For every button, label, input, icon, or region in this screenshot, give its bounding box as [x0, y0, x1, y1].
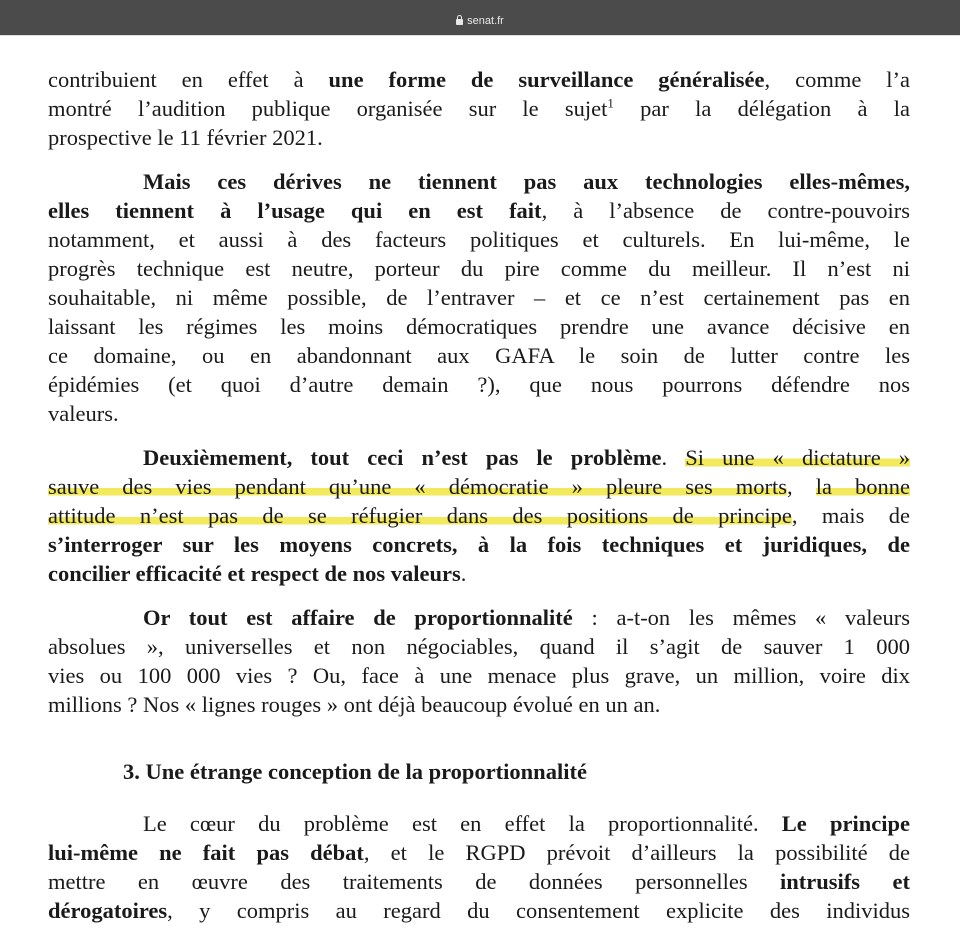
bold-text: intrusifs et [780, 869, 911, 894]
text-line [48, 196, 910, 225]
paragraph [48, 443, 910, 588]
bold-text: dérogatoires [48, 898, 168, 923]
section-heading: 3. Une étrange conception de la proportionnalité [123, 759, 587, 784]
text-segment: prospective le 11 février 2021. [48, 125, 323, 150]
highlighted-text: sauve des vies pendant qu’une « démocratie » pleure ses morts [48, 474, 788, 499]
text-segment: , comme l’a [764, 67, 910, 92]
text-line [48, 94, 910, 123]
text-line [48, 123, 910, 152]
text-line [48, 867, 910, 896]
text-line [48, 225, 910, 254]
text-segment: absolues », universelles et non négociables, quand il s’agit de sauver 1 000 [48, 634, 910, 659]
lock-icon [456, 19, 463, 25]
text-segment: par la délégation à la [613, 96, 910, 121]
bold-text: Mais ces dérives ne tiennent pas aux technologies elles-mêmes, [143, 169, 910, 194]
highlighted-text: la bonne [815, 474, 910, 499]
text-line [48, 65, 910, 94]
text-segment: souhaitable, ni même possible, de l’entraver – et ce n’est certainement pas en [48, 285, 910, 310]
bold-text: une forme de surveillance généralisée [328, 67, 765, 92]
text-segment: épidémies (et quoi d’autre demain ?), que nous pourrons défendre nos [48, 372, 910, 397]
paragraph [48, 603, 910, 719]
text-segment: ce domaine, ou en abandonnant aux GAFA le soin de lutter contre les [48, 343, 910, 368]
paragraph [48, 167, 910, 428]
text-line [48, 167, 910, 196]
text-segment: contribuient en effet à [48, 67, 329, 92]
text-segment: , à l’absence de contre-pouvoirs [541, 198, 910, 223]
text-segment: millions ? Nos « lignes rouges » ont déjà beaucoup évolué en un an. [48, 692, 661, 717]
paragraph [48, 65, 910, 152]
text-line [48, 690, 910, 719]
bold-text: concilier efficacité et respect de nos valeurs [48, 561, 461, 586]
text-line [48, 661, 910, 690]
text-line [48, 809, 910, 838]
text-line [48, 632, 910, 661]
text-line [48, 501, 910, 530]
text-segment: vies ou 100 000 vies ? Ou, face à une menace plus grave, un million, voire dix [48, 663, 910, 688]
text-segment: , mais de [791, 503, 910, 528]
text-line [48, 559, 910, 588]
text-line [48, 472, 910, 501]
text-segment: Le cœur du problème est en effet la proportionnalité. [143, 811, 782, 836]
text-line [48, 341, 910, 370]
text-segment: , [787, 474, 816, 499]
text-segment: valeurs. [48, 401, 119, 426]
bold-text: Or tout est affaire de proportionnalité [143, 605, 573, 630]
text-segment: mettre en œuvre des traitements de données personnelles [48, 869, 781, 894]
text-segment: , y compris au regard du consentement explicite des individus [167, 898, 910, 923]
bold-text: elles tiennent à l’usage qui en est fait [48, 198, 542, 223]
text-line [48, 896, 910, 925]
url-text: senat.fr [467, 15, 504, 27]
bold-text: Deuxièmement, tout ceci n’est pas le problème [143, 445, 662, 470]
browser-address-bar[interactable] [0, 0, 960, 36]
text-line [48, 838, 910, 867]
bold-text: lui-même ne fait pas débat [48, 840, 364, 865]
highlighted-text: Si une « dictature » [685, 445, 910, 470]
highlighted-text: attitude n’est pas de se réfugier dans des positions de principe [48, 503, 792, 528]
text-segment: notamment, et aussi à des facteurs politiques et culturels. En lui-même, le [48, 227, 910, 252]
bold-text: s’interroger sur les moyens concrets, à la fois techniques et juridiques, de [48, 532, 910, 557]
footnote-ref[interactable]: 1 [607, 95, 614, 111]
paragraph [48, 809, 910, 925]
text-line [48, 399, 910, 428]
text-line [48, 370, 910, 399]
text-line [48, 312, 910, 341]
text-line [48, 283, 910, 312]
document-page [48, 65, 910, 925]
text-line [48, 530, 910, 559]
text-segment: progrès technique est neutre, porteur du pire comme du meilleur. Il n’est ni [48, 256, 910, 281]
text-segment: montré l’audition publique organisée sur le sujet [48, 96, 608, 121]
text-segment: . [661, 445, 686, 470]
text-segment: laissant les régimes les moins démocratiques prendre une avance décisive en [48, 314, 910, 339]
bold-text: Le principe [781, 811, 910, 836]
text-segment: . [460, 561, 467, 586]
text-line [48, 254, 910, 283]
text-line [48, 443, 910, 472]
text-segment: , et le RGPD prévoit d’ailleurs la possibilité de [363, 840, 910, 865]
text-line [48, 603, 910, 632]
url-display[interactable] [0, 15, 960, 27]
text-segment: : a-t-on les mêmes « valeurs [572, 605, 910, 630]
